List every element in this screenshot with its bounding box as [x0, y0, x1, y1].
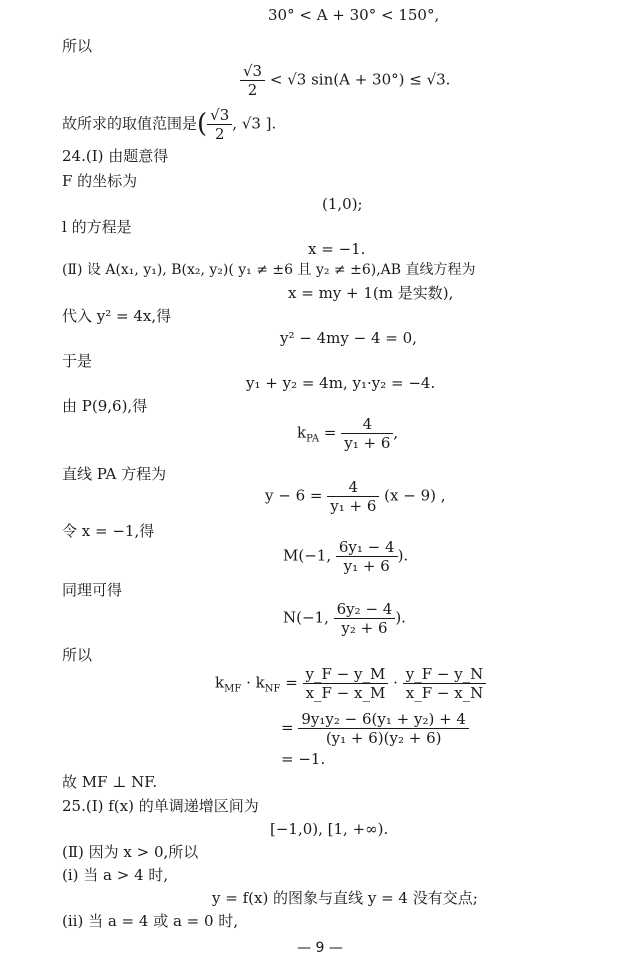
let-x-text: 令 x = −1,得 — [62, 522, 155, 540]
sin-inequality-text: < √3 sin(A + 30°) ≤ √3. — [269, 70, 451, 89]
point-n: N(−1, $\frac{\text{6y₂ − 4}}{\text{y₂ + 6}}$ ). — [283, 600, 406, 637]
page-number: — 9 — — [297, 940, 343, 956]
inequality-sin-range — [240, 62, 450, 99]
slope-product: $k_{MF} \cdot k_{NF}$ = $\frac{y\_F - y\_M}{x\_F - x\_M}$ · $\frac{y\_F - y\_N}{x\_F - x\_N}$ — [215, 665, 486, 702]
point-p-text: 由 P(9,6),得 — [62, 397, 148, 415]
line-pa-equation: y − 6 = $\frac{4}{\text{y₁ + 6}}$ (x − 9) , — [265, 478, 446, 515]
text-f-coordinate: F 的坐标为 — [62, 172, 138, 190]
slope-product-expanded: = $\frac{\text{9y₁y₂ − 6(y₁ + y₂) + 4}}{\text{(y₁ + 6)(y₂ + 6)}}$ — [281, 710, 469, 747]
fraction-sqrt3-over-2: $\frac{√3}{2}$ — [240, 62, 265, 99]
point-f: (1,0); — [322, 195, 363, 213]
quadratic-equation: y² − 4my − 4 = 0, — [280, 329, 417, 347]
range-upper: , √3 ]. — [232, 114, 277, 133]
open-bracket: ( — [197, 108, 208, 139]
part-2-setup: (Ⅱ) 设 A(x₁, y₁), B(x₂, y₂)( y₁ ≠ ±6 且 y₂ ≠ ±6),AB 直线方程为 — [62, 262, 476, 278]
inequality-a-range: 30° < A + 30° < 150°, — [268, 6, 440, 24]
fraction-mf-slope: $\frac{y\_F - y\_M}{x\_F - x\_M}$ — [303, 665, 389, 702]
line-pa-text: 直线 PA 方程为 — [62, 465, 167, 483]
point-m: M(−1, $\frac{\text{6y₁ − 4}}{\text{y₁ + 6}}$ ). — [283, 538, 409, 575]
range-conclusion — [62, 106, 276, 143]
fraction-m-coordinate: $\frac{\text{6y₁ − 4}}{\text{y₁ + 6}}$ — [336, 538, 398, 575]
text-suoyi-1: 所以 — [62, 37, 93, 55]
part-2-x-positive: (Ⅱ) 因为 x > 0,所以 — [62, 843, 199, 861]
line-l-equation: x = −1. — [308, 240, 366, 258]
line-ab-equation: x = my + 1(m 是实数), — [288, 284, 454, 302]
no-intersection: y = f(x) 的图象与直线 y = 4 没有交点; — [212, 889, 478, 907]
problem-25-heading: 25.(Ⅰ) f(x) 的单调递增区间为 — [62, 797, 259, 815]
text-l-equation: l 的方程是 — [62, 218, 132, 236]
fraction-n-coordinate: $\frac{\text{6y₂ − 4}}{\text{y₂ + 6}}$ — [334, 600, 396, 637]
range-label: 故所求的取值范围是 — [62, 114, 198, 133]
increasing-intervals: [−1,0), [1, +∞). — [270, 820, 389, 838]
fraction-pa-slope: $\frac{4}{\text{y₁ + 6}}$ — [327, 478, 379, 515]
substitute-text: 代入 y² = 4x,得 — [62, 307, 172, 325]
slope-kpa: $k_{PA}$ = $\frac{4}{\text{y₁ + 6}}$ , — [297, 415, 399, 452]
fraction-nf-slope: $\frac{y\_F - y\_N}{x\_F - x\_N}$ — [403, 665, 487, 702]
case-i: (ⅰ) 当 a > 4 时, — [62, 866, 169, 884]
text-yushi: 于是 — [62, 352, 93, 370]
vieta-relations: y₁ + y₂ = 4m, y₁·y₂ = −4. — [246, 374, 436, 392]
problem-24-heading: 24.(Ⅰ) 由题意得 — [62, 147, 169, 165]
fraction-kpa: $\frac{4}{\text{y₁ + 6}}$ — [341, 415, 393, 452]
fraction-expanded: $\frac{\text{9y₁y₂ − 6(y₁ + y₂) + 4}}{\text{(y₁ + 6)(y₂ + 6)}}$ — [298, 710, 469, 747]
case-ii: (ⅱ) 当 a = 4 或 a = 0 时, — [62, 912, 239, 930]
fraction-range-low: $\frac{√3}{2}$ — [207, 106, 232, 143]
text-suoyi-2: 所以 — [62, 646, 93, 664]
perpendicular-conclusion: 故 MF ⊥ NF. — [62, 773, 158, 791]
similarly-text: 同理可得 — [62, 581, 123, 599]
slope-product-result: = −1. — [281, 750, 326, 768]
